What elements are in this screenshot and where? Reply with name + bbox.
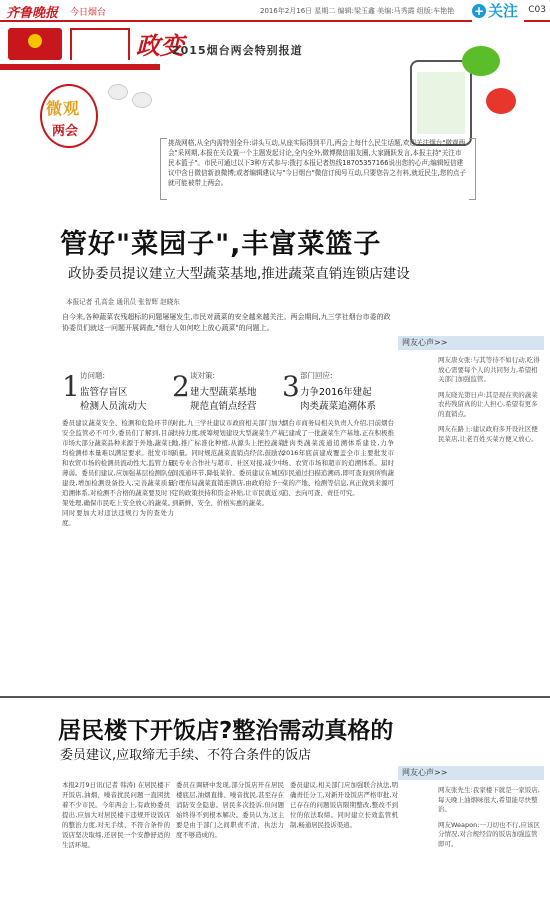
netizen-comments-box — [398, 766, 544, 849]
comment-item: 网友晓光第日声:其是现在卖的蔬菜农药残留真的让人担心,希望有更多的直销点。 — [438, 390, 538, 418]
weibo-icon — [486, 88, 516, 114]
page-number: C03 — [528, 5, 546, 15]
intro-box: 挑战网格,从全内需特别全升:讲头互动,从座实际得到平几,两会上每什么民生话题,欢迎关注烟台"微观两会"采网期,本报在关设置一个主题发起讨论,全内全外,微博微信朋友圈,大家踊跃发言,本报主持"关注市民本篮子"。市民可通过以下3种方式参与:拨打本报记者热线18705357166说出您的心声;编辑短信建议中含日微信新浪微博;或者编辑建议与"今日烟台"微信订阅号互动,只要您告之有料,就近民生,您的点子就可能被带上两会。 — [168, 138, 468, 198]
comment-item: 网友唐女张:与其等待不如行动,吃得放心需要每个人的共同努力,希望相关部门加强监管。 — [438, 356, 540, 383]
comment-item: 网友张先生:我家楼下就是一家饭店,每天晚上油烟味很大,希望能尽快整治。 — [438, 786, 540, 813]
speech-bubble-icon — [108, 84, 128, 100]
comments-header: 网友心声>> — [398, 336, 544, 350]
banner-stripe — [0, 64, 160, 70]
plus-icon: + — [473, 4, 485, 18]
article-column-1: 本报2月9日讯(记者 韩涛) 在居民楼下开饭店,油烟、噪音扰民问题一直困扰着不少市民。今年两会上,有政协委员提出,应加大对居民楼下违规开设饭店的整治力度,对无手续、不符合条件的饭店坚决取缔,还居民一个安静舒适的生活环境。 — [62, 781, 170, 849]
article-subhead: 政协委员提议建立大型蔬菜基地,推进蔬菜直销连锁店建设 — [68, 266, 410, 282]
byline: 本报记者 孔高金 通讯员 张智辉 赵晓东 — [66, 298, 180, 306]
gate-icon — [70, 28, 130, 60]
comment-item: 网友在路上:建议政府多开设社区便民菜店,让老百姓买菜方便又放心。 — [438, 425, 538, 443]
article-headline: 居民楼下开饭店?整治需动真格的 — [58, 718, 394, 744]
speech-bubble-icon — [132, 92, 152, 108]
section-divider — [0, 696, 550, 698]
banner-subtitle: 2015烟台两会特别报道 — [172, 44, 303, 57]
date-editor-info: 2016年2月16日 星期二 编辑:梁玉鑫 美编:马秀霞 组版:车艳艳 — [260, 7, 455, 15]
newspaper-masthead: 齐鲁晚报 — [6, 6, 59, 21]
micro-session-badge: 微观 两会 — [40, 84, 98, 148]
wechat-icon — [462, 46, 500, 76]
edition-label: 今日烟台 — [70, 8, 107, 18]
article-column-3: 委员建议,相关部门应加强联合执法,明确责任分工,对新开设饭店严格审批,对已存在的问题饭店限期整改,整改不到位的依法取缔。同时建立长效监管机制,畅通居民投诉渠道。 — [290, 781, 398, 829]
emblem-icon — [8, 28, 62, 60]
article-headline: 管好"菜园子",丰富菜篮子 — [60, 229, 382, 260]
comment-item: 网友Weapon:一刀切也不行,应该区分情况,对合规经营的饭店加强监管即可。 — [438, 820, 541, 848]
special-report-banner — [0, 22, 550, 142]
smartphone-icon — [410, 60, 472, 146]
article-column-2: 委员在调研中发现,部分饭店开在居民楼底层,油烟直排、噪音扰民,甚至存在消防安全隐患。居民多次投诉,但问题始终得不到根本解决。委员认为,这主要是由于部门之间职责不清、执法力度不够造成的。 — [176, 781, 284, 839]
top-bar — [0, 0, 550, 22]
article-lead: 自今来,各种蔬菜农残超标的问题屡屡发生,市民对蔬菜的安全越来越关注。两会期间,九三学社烟台市委的政协委员们就这一问题开展调查,"烟台人如何吃上放心蔬菜"的问题上。 — [62, 313, 391, 332]
netizen-comments-box — [398, 336, 544, 694]
comments-header: 网友心声>> — [398, 766, 544, 780]
banner-title: 政变 — [136, 31, 184, 60]
article-subhead: 委员建议,应取缔无手续、不符合条件的饭店 — [60, 748, 312, 763]
section-label: + 关注 — [472, 0, 524, 22]
